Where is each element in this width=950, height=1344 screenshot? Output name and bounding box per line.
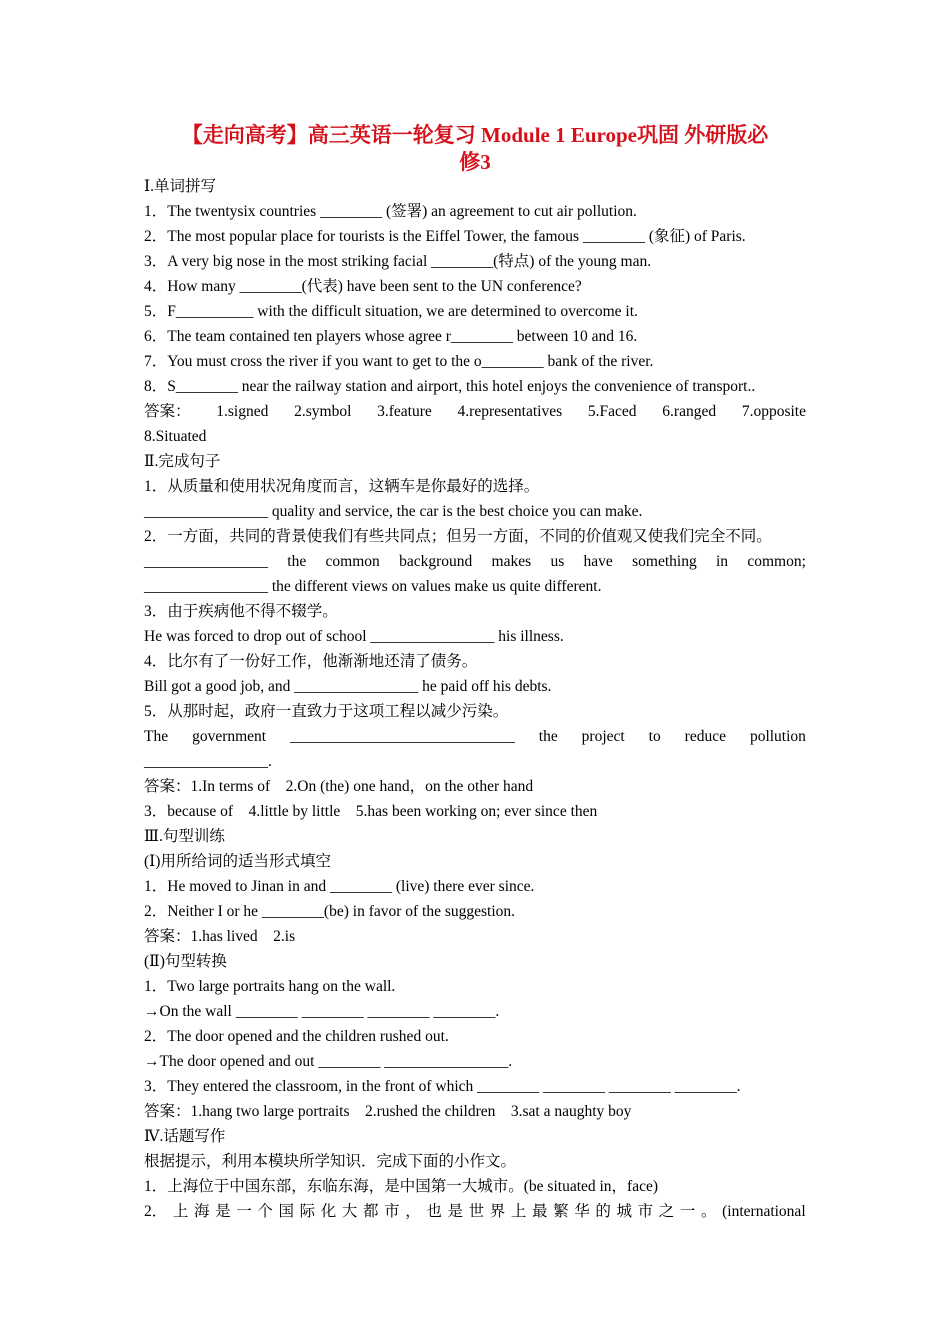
- answer-7: 7.opposite: [741, 403, 806, 420]
- fill-item-2: 2．Neither I or he ________(be) in favor of the suggestion.: [144, 903, 516, 920]
- section-heading-sentences: Ⅱ.完成句子: [144, 453, 221, 470]
- word: makes: [491, 553, 532, 570]
- transform-item-3: 3．They entered the classroom, in the front of which ________ ________ ________ ________.: [144, 1078, 741, 1095]
- writing-intro: 根据提示，利用本模块所学知识．完成下面的小作文。: [144, 1153, 517, 1170]
- spelling-item-5: 5．F__________ with the difficult situation, we are determined to overcome it.: [144, 303, 638, 320]
- sentence-2-english-cont: ________________ the different views on values make us quite different.: [144, 578, 602, 595]
- word: us: [550, 553, 565, 570]
- sentence-5-english: [144, 724, 806, 749]
- section-heading-writing: Ⅳ.话题写作: [144, 1128, 226, 1145]
- subsection-transform-heading: (Ⅱ)句型转换: [144, 953, 227, 970]
- char: 个: [257, 1203, 273, 1220]
- transform-item-2: 2．The door opened and the children rushed out.: [144, 1028, 449, 1045]
- document-body: [144, 174, 806, 1224]
- char: 海: [194, 1203, 210, 1220]
- char: ，: [405, 1203, 421, 1220]
- subsection-fill-heading: (Ⅰ)用所给词的适当形式填空: [144, 853, 331, 870]
- char: 界: [489, 1203, 506, 1220]
- document-title: [144, 122, 806, 176]
- char: 化: [320, 1203, 337, 1220]
- word: common: [325, 553, 380, 570]
- char: 的: [595, 1203, 611, 1220]
- char: 是: [215, 1203, 231, 1220]
- fill-answer: 答案：1.has lived 2.is: [144, 928, 296, 945]
- transform-item-1: 1．Two large portraits hang on the wall.: [144, 978, 396, 995]
- char: 2．: [144, 1203, 168, 1220]
- sentence-5-english-cont: ________________.: [144, 753, 272, 770]
- char: 世: [468, 1203, 485, 1220]
- char: 国: [278, 1203, 295, 1220]
- char: (international: [722, 1203, 806, 1220]
- char: 城: [616, 1203, 633, 1220]
- spelling-item-6: 6．The team contained ten players whose agree r________ between 10 and 16.: [144, 328, 638, 345]
- char: 也: [426, 1203, 442, 1220]
- sentences-answer-2: 3．because of 4.little by little 5.has been working on; ever since then: [144, 803, 598, 820]
- word: the: [287, 553, 307, 570]
- transform-answer: 答案：1.hang two large portraits 2.rushed the children 3.sat a naughty boy: [144, 1103, 632, 1120]
- char: 市: [384, 1203, 400, 1220]
- answer-6: 6.ranged: [662, 403, 717, 420]
- answer-2: 2.symbol: [294, 403, 352, 420]
- section-heading-spelling: Ⅰ.单词拼写: [144, 178, 216, 195]
- title-line-2: 修3: [459, 150, 491, 174]
- char: 际: [299, 1203, 316, 1220]
- word: pollution: [749, 728, 806, 745]
- spelling-item-3: 3．A very big nose in the most striking facial ________(特点) of the young man.: [144, 253, 652, 270]
- word: _____________________________: [290, 728, 515, 745]
- sentence-2-english: [144, 549, 806, 574]
- char: 上: [510, 1203, 527, 1220]
- char: 之: [658, 1203, 675, 1220]
- transform-item-2-target: →The door opened and out ________ ________________.: [144, 1053, 513, 1070]
- sentence-4-chinese: 4．比尔有了一份好工作，他渐渐地还清了债务。: [144, 653, 478, 670]
- char: 市: [637, 1203, 654, 1220]
- char: 最: [532, 1203, 548, 1220]
- answer-label: 答案：: [144, 403, 191, 420]
- sentence-2-chinese: 2．一方面，共同的背景使我们有些共同点；但另一方面，不同的价值观又使我们完全不同。: [144, 528, 772, 545]
- char: 繁: [553, 1203, 569, 1220]
- spelling-answers: [144, 399, 806, 424]
- sentence-5-chinese: 5．从那时起，政府一直致力于这项工程以减少污染。: [144, 703, 509, 720]
- sentences-answer-1: 答案：1.In terms of 2.On (the) one hand，on the other hand: [144, 778, 534, 795]
- word: the: [538, 728, 558, 745]
- word: project: [581, 728, 625, 745]
- char: 大: [341, 1203, 358, 1220]
- char: 一: [679, 1203, 696, 1220]
- writing-item-1: 1．上海位于中国东部，东临东海，是中国第一大城市。(be situated in，face): [144, 1178, 659, 1195]
- answer-5: 5.Faced: [587, 403, 637, 420]
- sentence-1-english: ________________ quality and service, the car is the best choice you can make.: [144, 503, 643, 520]
- spelling-item-1: 1．The twentysix countries ________ (签署) an agreement to cut air pollution.: [144, 203, 637, 220]
- word: common;: [747, 553, 806, 570]
- word: something: [632, 553, 697, 570]
- char: 都: [363, 1203, 379, 1220]
- spelling-answers-cont: 8.Situated: [144, 428, 207, 445]
- char: 。: [701, 1203, 717, 1220]
- word: reduce: [684, 728, 726, 745]
- char: 一: [236, 1203, 252, 1220]
- spelling-item-7: 7．You must cross the river if you want to get to the o________ bank of the river.: [144, 353, 654, 370]
- section-heading-patterns: Ⅲ.句型训练: [144, 828, 225, 845]
- answer-3: 3.feature: [377, 403, 432, 420]
- writing-item-2: [144, 1199, 806, 1224]
- title-line-1: 【走向高考】高三英语一轮复习 Module 1 Europe巩固 外研版必: [181, 123, 769, 147]
- answer-1: 1.signed: [216, 403, 269, 420]
- word: background: [399, 553, 473, 570]
- sentence-1-chinese: 1．从质量和使用状况角度而言，这辆车是你最好的选择。: [144, 478, 540, 495]
- word: government: [192, 728, 267, 745]
- sentence-3-english: He was forced to drop out of school ________________ his illness.: [144, 628, 564, 645]
- sentence-3-chinese: 3．由于疾病他不得不辍学。: [144, 603, 338, 620]
- word: in: [716, 553, 729, 570]
- char: 上: [172, 1203, 189, 1220]
- sentence-4-english: Bill got a good job, and ________________ he paid off his debts.: [144, 678, 552, 695]
- spelling-item-2: 2．The most popular place for tourists is the Eiffel Tower, the famous ________ (象征) of Paris.: [144, 228, 746, 245]
- spelling-item-4: 4．How many ________(代表) have been sent to the UN conference?: [144, 278, 582, 295]
- word: The: [144, 728, 169, 745]
- transform-item-1-target: →On the wall ________ ________ ________ ________.: [144, 1003, 500, 1020]
- fill-item-1: 1．He moved to Jinan in and ________ (live) there ever since.: [144, 878, 535, 895]
- answer-4: 4.representatives: [457, 403, 563, 420]
- word: have: [583, 553, 613, 570]
- word: ________________: [144, 553, 268, 570]
- spelling-item-8: 8．S________ near the railway station and airport, this hotel enjoys the convenience of transport..: [144, 378, 756, 395]
- char: 华: [574, 1203, 590, 1220]
- char: 是: [447, 1203, 464, 1220]
- word: to: [648, 728, 661, 745]
